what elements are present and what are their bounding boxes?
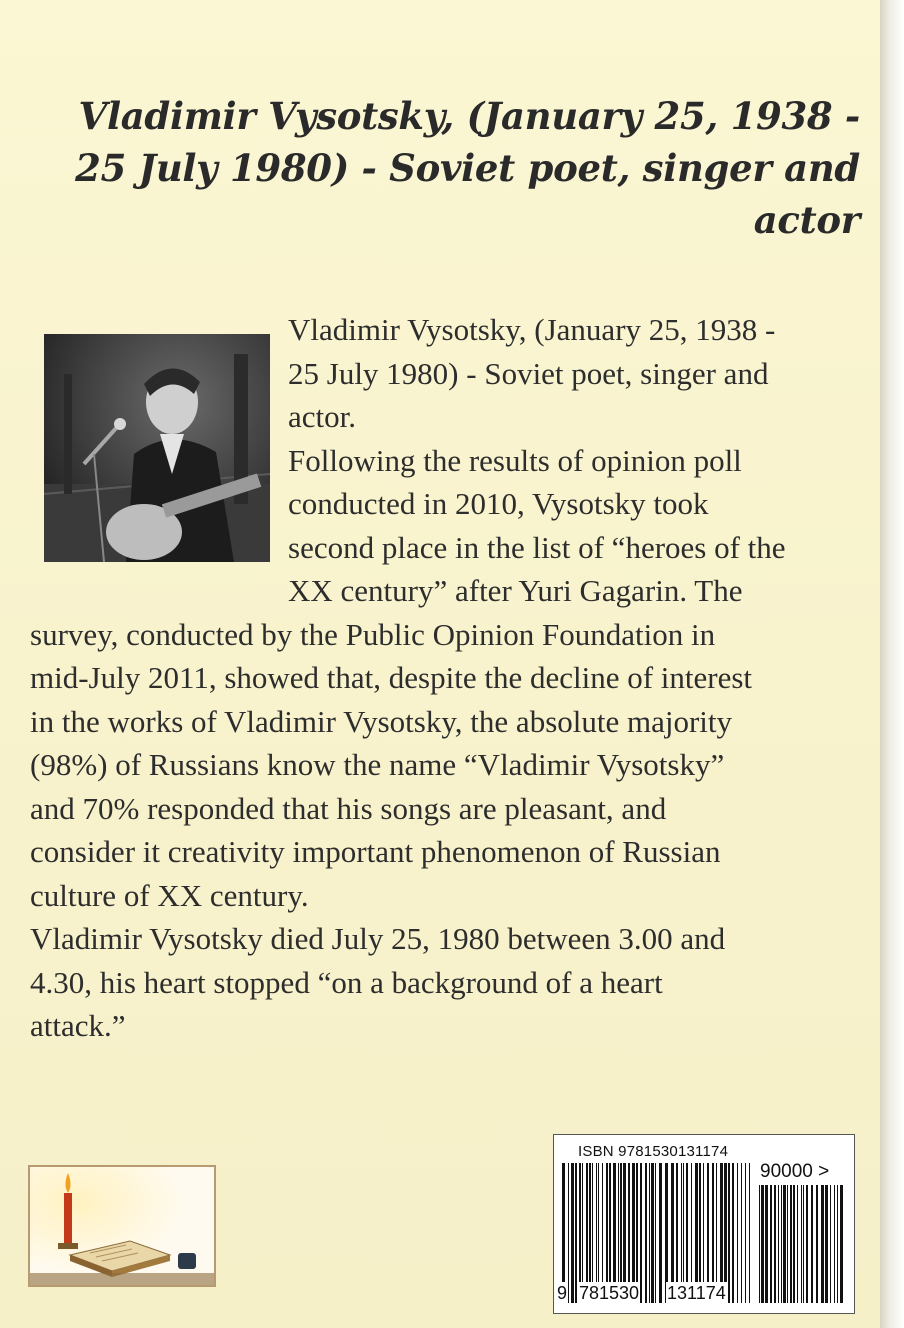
- barcode-bar: [774, 1185, 776, 1303]
- barcode-bar: [834, 1185, 835, 1303]
- barcode-bar: [728, 1163, 730, 1303]
- addon-barcode-bars: [759, 1185, 845, 1303]
- barcode-bar: [801, 1185, 802, 1303]
- isbn-barcode: [553, 1134, 855, 1314]
- body-line: attack.”: [30, 1008, 126, 1043]
- body-line: second place in the list of “heroes of the: [288, 529, 786, 565]
- body-line: 25 July 1980) - Soviet poet, singer and: [288, 355, 769, 391]
- barcode-bar: [797, 1185, 798, 1303]
- body-line: in the works of Vladimir Vysotsky, the absolute majority: [30, 703, 733, 739]
- barcode-bar: [811, 1185, 813, 1303]
- body-line: Vladimir Vysotsky died July 25, 1980 between 3.00 and: [30, 921, 726, 956]
- barcode-bar: [790, 1185, 792, 1303]
- body-line: 4.30, his heart stopped “on a background of a heart: [30, 964, 663, 1000]
- barcode-bar: [806, 1185, 808, 1303]
- isbn-label: ISBN 9781530131174: [578, 1143, 729, 1160]
- body-line: survey, conducted by the Public Opinion Foundation in: [30, 616, 716, 652]
- cover-title: [20, 90, 860, 246]
- barcode-bar: [840, 1185, 843, 1303]
- body-line: culture of XX century.: [30, 877, 309, 913]
- description-text: [30, 308, 862, 1048]
- title-line-1: Vladimir Vysotsky, (January 25, 1938 -: [78, 94, 860, 138]
- title-line-2: 25 July 1980) - Soviet poet, singer and actor: [75, 146, 860, 242]
- barcode-bar: [783, 1185, 786, 1303]
- body-line: Vladimir Vysotsky, (January 25, 1938 -: [288, 312, 776, 347]
- body-line: conducted in 2010, Vysotsky took: [288, 486, 709, 521]
- barcode-bar: [765, 1185, 768, 1303]
- publisher-logo: [28, 1165, 216, 1287]
- barcode-bar: [645, 1163, 647, 1303]
- barcode-bar: [825, 1185, 828, 1303]
- barcode-bar: [821, 1185, 824, 1303]
- barcode-bar: [649, 1163, 650, 1303]
- body-line: and 70% responded that his songs are pleasant, and: [30, 790, 667, 826]
- barcode-bar: [830, 1185, 831, 1303]
- body-line: mid-July 2011, showed that, despite the decline of interest: [30, 660, 753, 695]
- barcode-bar: [575, 1163, 577, 1303]
- barcode-digit-group-2: 131174: [667, 1283, 726, 1303]
- barcode-bar: [816, 1185, 818, 1303]
- barcode-bar: [640, 1163, 642, 1303]
- barcode-bar: [837, 1185, 838, 1303]
- barcode-bar: [793, 1185, 795, 1303]
- body-line: consider it creativity important phenomenon of Russian: [30, 834, 721, 869]
- body-line: Following the results of opinion poll: [288, 442, 742, 478]
- barcode-bar: [732, 1163, 734, 1303]
- barcode-bar: [778, 1185, 779, 1303]
- barcode-bar: [770, 1185, 772, 1303]
- barcode-bar: [759, 1185, 760, 1303]
- barcode-bar: [741, 1163, 742, 1303]
- price-code: 90000 >: [760, 1161, 830, 1182]
- barcode-bar: [651, 1163, 654, 1303]
- barcode-bar: [803, 1185, 804, 1303]
- barcode-bar: [761, 1185, 764, 1303]
- barcode-bar: [781, 1185, 782, 1303]
- page-edge: [880, 0, 904, 1328]
- barcode-digit-first: 9: [557, 1283, 568, 1303]
- barcode-bar: [787, 1185, 788, 1303]
- body-line: actor.: [288, 399, 356, 434]
- barcode-bar: [571, 1163, 574, 1303]
- body-line: (98%) of Russians know the name “Vladimir Vysotsky”: [30, 747, 725, 782]
- barcode-bar: [568, 1163, 569, 1303]
- body-line: XX century” after Yuri Gagarin. The: [288, 573, 743, 608]
- barcode-bar: [745, 1163, 746, 1303]
- barcode-digit-group-1: 781530: [579, 1283, 640, 1303]
- barcode-bar: [737, 1163, 738, 1303]
- barcode-bar: [655, 1163, 656, 1303]
- barcode-bar: [749, 1163, 750, 1303]
- barcode-bar: [659, 1163, 662, 1303]
